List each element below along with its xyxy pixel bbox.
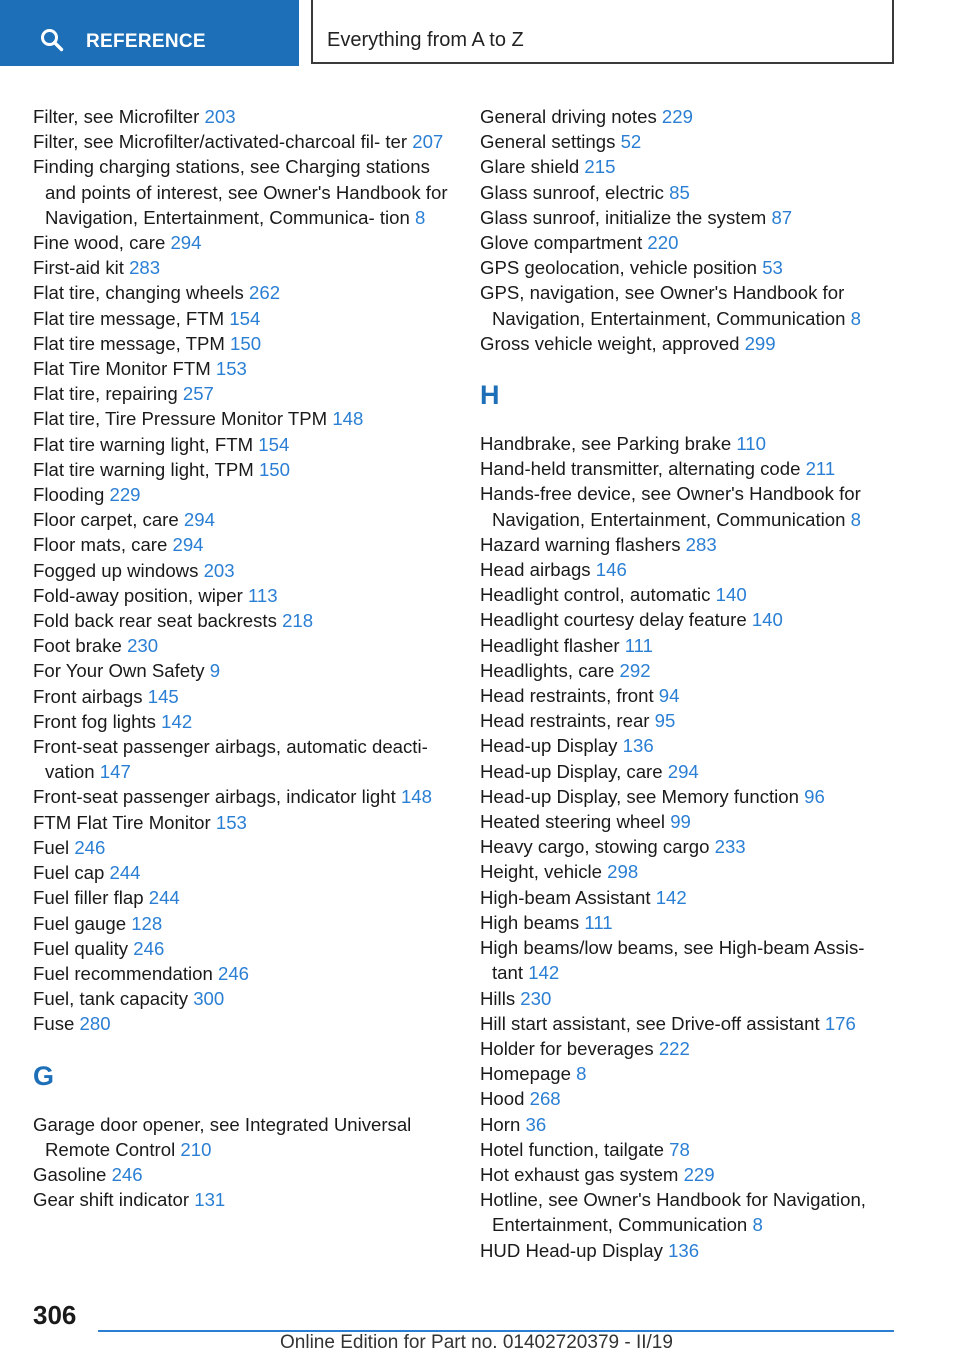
- index-entry: [480, 154, 890, 179]
- index-entry-page-link[interactable]: 229: [109, 484, 141, 506]
- index-entry-term: Front airbags: [33, 685, 143, 707]
- index-entry: [33, 1187, 453, 1212]
- index-entry-term: Front-seat passenger airbags, automatic deacti‐ vation: [33, 736, 428, 783]
- index-entry-page-link[interactable]: 153: [215, 811, 247, 833]
- index-entry-page-link[interactable]: 142: [655, 886, 687, 908]
- index-entry: [33, 1112, 453, 1162]
- index-entry: [33, 507, 453, 532]
- index-entry: [33, 835, 453, 860]
- index-entry-page-link[interactable]: 148: [400, 786, 432, 808]
- index-entry-page-link[interactable]: 140: [751, 609, 783, 631]
- index-entry-term: Holder for beverages: [480, 1037, 654, 1059]
- index-entry-term: Floor mats, care: [33, 534, 168, 556]
- index-entry-page-link[interactable]: 78: [669, 1138, 690, 1160]
- index-entry-term: Hood: [480, 1088, 525, 1110]
- index-entry: [33, 885, 453, 910]
- index-entry: [33, 911, 453, 936]
- index-entry-term: Foot brake: [33, 635, 122, 657]
- index-entry: [480, 708, 890, 733]
- page-header: [0, 0, 960, 66]
- index-entry: [33, 129, 453, 154]
- index-entry-page-link[interactable]: 233: [714, 836, 746, 858]
- index-entry-term: Hazard warning flashers: [480, 533, 681, 555]
- section-title: Everything from A to Z: [327, 29, 524, 51]
- index-entry: [480, 129, 890, 154]
- index-entry-term: Fuse: [33, 1013, 75, 1035]
- index-entry-term: Fuel, tank capacity: [33, 988, 189, 1010]
- index-entry-page-link[interactable]: 87: [771, 206, 793, 228]
- index-entry-page-link[interactable]: 229: [683, 1163, 715, 1185]
- index-entry: [480, 557, 890, 582]
- index-entry-term: General driving notes: [480, 106, 657, 127]
- index-entry-term: Headlight control, automatic: [480, 584, 711, 606]
- index-entry: [33, 154, 453, 230]
- index-entry: [480, 456, 890, 481]
- index-entry-page-link[interactable]: 136: [668, 1239, 700, 1261]
- index-entry-page-link[interactable]: 113: [247, 584, 278, 606]
- index-entry-term: Front fog lights: [33, 710, 156, 732]
- index-entry: [480, 935, 890, 985]
- index-entry-term: Hill start assistant, see Drive-off assistant: [480, 1012, 820, 1034]
- index-entry-page-link[interactable]: 154: [258, 433, 290, 455]
- index-entry: [480, 607, 890, 632]
- index-entry-page-link[interactable]: 8: [850, 307, 861, 329]
- index-entry-page-link[interactable]: 95: [654, 710, 676, 732]
- index-entry-term: Fuel cap: [33, 862, 105, 884]
- index-entry: [480, 532, 890, 557]
- index-entry-page-link[interactable]: 94: [658, 685, 680, 707]
- index-entry-term: Garage door opener, see Integrated Universal Remote Control: [33, 1113, 412, 1160]
- index-entry: [33, 381, 453, 406]
- index-entry: [33, 306, 453, 331]
- index-entry: [33, 356, 453, 381]
- index-entry-term: Flat tire message, FTM: [33, 307, 225, 329]
- index-entry-page-link[interactable]: 8: [752, 1214, 763, 1236]
- index-entry: [33, 331, 453, 356]
- index-entry-term: High-beam Assistant: [480, 886, 651, 908]
- index-entry-term: Filter, see Microfilter: [33, 106, 200, 127]
- index-entry-page-link[interactable]: 128: [131, 912, 163, 934]
- index-entry: [480, 481, 890, 531]
- index-entry-page-link[interactable]: 111: [584, 911, 613, 933]
- index-entry-page-link[interactable]: 99: [670, 811, 691, 833]
- index-entry-term: Fuel quality: [33, 937, 129, 959]
- index-entry: [480, 885, 890, 910]
- index-entry-page-link[interactable]: 153: [215, 358, 247, 380]
- index-entry-page-link[interactable]: 176: [824, 1012, 856, 1034]
- index-entry: [33, 558, 453, 583]
- index-entry: [33, 608, 453, 633]
- index-entry-page-link[interactable]: 230: [127, 635, 159, 657]
- index-entry-term: Hotline, see Owner's Handbook for Navigation, Entertainment, Communication: [480, 1189, 866, 1236]
- index-entry: [480, 1137, 890, 1162]
- index-entry: [33, 986, 453, 1011]
- index-entry-page-link[interactable]: 268: [529, 1088, 561, 1110]
- index-entry-term: Head-up Display: [480, 735, 618, 757]
- index-entry-term: GPS geolocation, vehicle position: [480, 257, 758, 279]
- index-entry-page-link[interactable]: 203: [204, 106, 236, 127]
- index-entry: [33, 1011, 453, 1036]
- index-entry-term: Flat tire warning light, TPM: [33, 458, 254, 480]
- index-entry-term: Gasoline: [33, 1163, 107, 1185]
- index-entry: [480, 431, 890, 456]
- index-entry: [33, 432, 453, 457]
- index-entry-page-link[interactable]: 8: [414, 206, 426, 228]
- index-entry-term: Headlight courtesy delay feature: [480, 609, 747, 631]
- index-entry-page-link[interactable]: 9: [209, 660, 221, 682]
- index-entry: [33, 1162, 453, 1187]
- index-entry: [33, 936, 453, 961]
- index-entry-term: First-aid kit: [33, 257, 124, 279]
- index-entry-term: Fold-away position, wiper: [33, 584, 243, 606]
- index-entry-term: GPS, navigation, see Owner's Handbook for Navigation, Entertainment, Communication: [480, 282, 846, 329]
- index-entry: [33, 482, 453, 507]
- index-entry: [33, 633, 453, 658]
- index-entry-term: Hand-held transmitter, alternating code: [480, 458, 801, 480]
- index-entry: [33, 280, 453, 305]
- index-column-right: [480, 104, 890, 1263]
- index-entry-term: Head-up Display, care: [480, 760, 663, 782]
- index-entry: [33, 860, 453, 885]
- index-entry-page-link[interactable]: 218: [282, 610, 314, 632]
- index-entry-term: Gear shift indicator: [33, 1189, 190, 1211]
- index-entry-page-link[interactable]: 298: [607, 861, 639, 883]
- index-entry-term: Glare shield: [480, 156, 580, 178]
- page-number: 306: [33, 1300, 77, 1330]
- index-column-left: [33, 104, 453, 1212]
- index-entry-page-link[interactable]: 294: [183, 509, 215, 531]
- index-entry-term: Flat tire message, TPM: [33, 332, 225, 354]
- index-entry-page-link[interactable]: 53: [762, 257, 783, 279]
- footer-edition: Online Edition for Part no. 01402720379 - II/19: [280, 1332, 673, 1353]
- index-entry: [480, 1011, 890, 1036]
- index-entry: [480, 331, 890, 356]
- index-entry-page-link[interactable]: 148: [332, 408, 364, 430]
- index-entry: [480, 1187, 890, 1237]
- index-entry-term: Flat tire, repairing: [33, 383, 178, 405]
- index-entry-page-link[interactable]: 154: [229, 307, 261, 329]
- index-entry-term: Fold back rear seat backrests: [33, 610, 277, 632]
- index-entry-page-link[interactable]: 85: [669, 181, 690, 203]
- index-entry-page-link[interactable]: 150: [230, 332, 262, 354]
- index-entry-term: Handbrake, see Parking brake: [480, 433, 732, 455]
- index-entry-page-link[interactable]: 150: [258, 458, 290, 480]
- index-entry-term: Head-up Display, see Memory function: [480, 785, 799, 807]
- index-entry-page-link[interactable]: 52: [620, 131, 642, 153]
- reference-tab[interactable]: [0, 0, 299, 66]
- index-entry-page-link[interactable]: 246: [133, 937, 165, 959]
- index-entry-term: Glove compartment: [480, 232, 643, 254]
- index-entry-term: Head restraints, rear: [480, 710, 650, 732]
- index-entry-page-link[interactable]: 294: [667, 760, 699, 782]
- index-entry-term: Fogged up windows: [33, 559, 199, 581]
- index-entry-term: Homepage: [480, 1063, 571, 1085]
- index-entry-term: Hills: [480, 987, 516, 1009]
- index-entry-term: Glass sunroof, initialize the system: [480, 206, 767, 228]
- index-entry-page-link[interactable]: 262: [249, 282, 281, 304]
- index-entry-page-link[interactable]: 280: [79, 1013, 111, 1035]
- index-entry-term: HUD Head-up Display: [480, 1239, 663, 1261]
- index-entry-term: Gross vehicle weight, approved: [480, 332, 740, 354]
- index-entry-page-link[interactable]: 207: [412, 131, 444, 153]
- index-entry-term: Hands-free device, see Owner's Handbook for Navigation, Entertainment, Communication: [480, 483, 861, 530]
- index-entry: [480, 809, 890, 834]
- index-entry: [480, 1061, 890, 1086]
- index-entry-page-link[interactable]: 283: [129, 257, 161, 279]
- index-entry-page-link[interactable]: 146: [595, 559, 627, 581]
- index-entry-term: Finding charging stations, see Charging stations and points of interest, see Owner's Handbook for Navigation, Entertainment, Communica‐ tion: [33, 156, 448, 228]
- index-entry: [33, 784, 453, 809]
- index-entry: [33, 104, 453, 129]
- index-entry-page-link[interactable]: 8: [576, 1063, 587, 1085]
- index-entry-page-link[interactable]: 111: [624, 634, 653, 656]
- index-entry-page-link[interactable]: 211: [805, 458, 836, 480]
- index-entry-page-link[interactable]: 142: [161, 710, 193, 732]
- index-entry-page-link[interactable]: 229: [661, 106, 693, 127]
- index-entry: [480, 759, 890, 784]
- index-entry: [33, 810, 453, 835]
- index-entry-term: Heavy cargo, stowing cargo: [480, 836, 710, 858]
- index-entry-term: Flooding: [33, 484, 105, 506]
- index-entry-term: Front-seat passenger airbags, indicator light: [33, 786, 396, 808]
- index-entry-term: Fuel filler flap: [33, 887, 144, 909]
- index-entry: [480, 859, 890, 884]
- index-entry: [480, 1086, 890, 1111]
- index-entry: [480, 1162, 890, 1187]
- reference-tab-label: REFERENCE: [86, 31, 206, 52]
- index-entry-term: High beams/low beams, see High-beam Assis‐ tant: [480, 937, 865, 984]
- index-entry-page-link[interactable]: 220: [647, 232, 679, 254]
- index-entry: [480, 1238, 890, 1263]
- index-entry-page-link[interactable]: 246: [218, 962, 250, 984]
- index-entry-page-link[interactable]: 136: [622, 735, 654, 757]
- index-entry-page-link[interactable]: 203: [203, 559, 235, 581]
- index-entry-page-link[interactable]: 294: [172, 534, 204, 556]
- index-entry-term: Flat tire, Tire Pressure Monitor TPM: [33, 408, 328, 430]
- index-entry: [33, 961, 453, 986]
- index-entry-page-link[interactable]: 210: [180, 1138, 212, 1160]
- index-entry: [480, 633, 890, 658]
- index-entry-term: Hot exhaust gas system: [480, 1163, 679, 1185]
- index-entry-term: Fuel gauge: [33, 912, 127, 934]
- index-entry-term: Heated steering wheel: [480, 811, 666, 833]
- index-entry: [33, 583, 453, 608]
- index-entry: [480, 104, 890, 129]
- index-entry: [33, 684, 453, 709]
- index-entry-term: Fuel recommendation: [33, 962, 213, 984]
- index-entry-term: FTM Flat Tire Monitor: [33, 811, 211, 833]
- index-entry: [480, 180, 890, 205]
- index-entry: [480, 582, 890, 607]
- index-entry: [33, 406, 453, 431]
- index-entry-term: Flat tire, changing wheels: [33, 282, 244, 304]
- index-entry: [33, 255, 453, 280]
- index-entry-page-link[interactable]: 283: [685, 533, 717, 555]
- index-entry-term: Height, vehicle: [480, 861, 602, 883]
- index-entry-term: Filter, see Microfilter/activated-charcoal fil‐ ter: [33, 131, 408, 153]
- index-entry: [480, 658, 890, 683]
- index-entry-page-link[interactable]: 222: [658, 1037, 690, 1059]
- index-entry-page-link[interactable]: 215: [584, 156, 616, 178]
- index-entry-page-link[interactable]: 145: [147, 685, 179, 707]
- index-entry-term: Hotel function, tailgate: [480, 1138, 664, 1160]
- index-entry: [480, 230, 890, 255]
- index-entry-page-link[interactable]: 300: [193, 988, 225, 1010]
- index-entry-page-link[interactable]: 96: [804, 785, 825, 807]
- index-entry-term: Head restraints, front: [480, 685, 654, 707]
- index-entry-page-link[interactable]: 8: [850, 508, 861, 530]
- index-entry-page-link[interactable]: 246: [111, 1163, 143, 1185]
- index-entry: [480, 683, 890, 708]
- index-entry-page-link[interactable]: 230: [520, 987, 552, 1009]
- section-title-box: [311, 0, 894, 64]
- index-entry: [480, 280, 890, 330]
- index-entry-page-link[interactable]: 294: [170, 232, 202, 254]
- index-entry-page-link[interactable]: 142: [528, 962, 560, 984]
- index-entry-page-link[interactable]: 36: [525, 1113, 547, 1135]
- index-entry: [33, 734, 453, 784]
- index-entry-term: Headlights, care: [480, 659, 615, 681]
- index-entry: [33, 709, 453, 734]
- index-entry-page-link[interactable]: 131: [194, 1189, 226, 1211]
- index-entry-term: For Your Own Safety: [33, 660, 205, 682]
- search-icon: [40, 28, 64, 52]
- index-entry: [480, 986, 890, 1011]
- index-entry-term: Head airbags: [480, 559, 591, 581]
- index-entry-term: Glass sunroof, electric: [480, 181, 664, 203]
- index-entry-term: General settings: [480, 131, 616, 153]
- index-entry: [33, 457, 453, 482]
- index-entry-term: Headlight flasher: [480, 634, 620, 656]
- index-entry: [480, 834, 890, 859]
- index-entry-page-link[interactable]: 244: [109, 862, 141, 884]
- index-entry: [480, 784, 890, 809]
- index-entry-page-link[interactable]: 257: [182, 383, 214, 405]
- index-entry: [33, 658, 453, 683]
- index-entry: [480, 1036, 890, 1061]
- index-entry: [33, 532, 453, 557]
- index-entry-term: Flat tire warning light, FTM: [33, 433, 254, 455]
- index-entry-term: Fine wood, care: [33, 232, 166, 254]
- index-entry-term: Floor carpet, care: [33, 509, 179, 531]
- index-entry: [480, 1112, 890, 1137]
- index-letter-heading: G: [33, 1060, 55, 1091]
- index-entry-page-link[interactable]: 292: [619, 659, 651, 681]
- index-entry: [33, 230, 453, 255]
- index-letter-heading: H: [480, 380, 500, 411]
- index-entry-page-link[interactable]: 140: [715, 584, 747, 606]
- index-entry-term: Flat Tire Monitor FTM: [33, 358, 211, 380]
- index-entry-page-link[interactable]: 246: [74, 836, 106, 858]
- index-entry-page-link[interactable]: 110: [736, 433, 766, 455]
- index-entry: [480, 205, 890, 230]
- index-entry: [480, 733, 890, 758]
- index-entry-page-link[interactable]: 244: [148, 887, 180, 909]
- index-entry-term: High beams: [480, 911, 580, 933]
- index-entry: [480, 255, 890, 280]
- index-entry-term: Horn: [480, 1113, 521, 1135]
- index-entry-page-link[interactable]: 147: [99, 761, 131, 783]
- index-entry-term: Fuel: [33, 836, 70, 858]
- index-entry-page-link[interactable]: 299: [744, 332, 776, 354]
- index-entry: [480, 910, 890, 935]
